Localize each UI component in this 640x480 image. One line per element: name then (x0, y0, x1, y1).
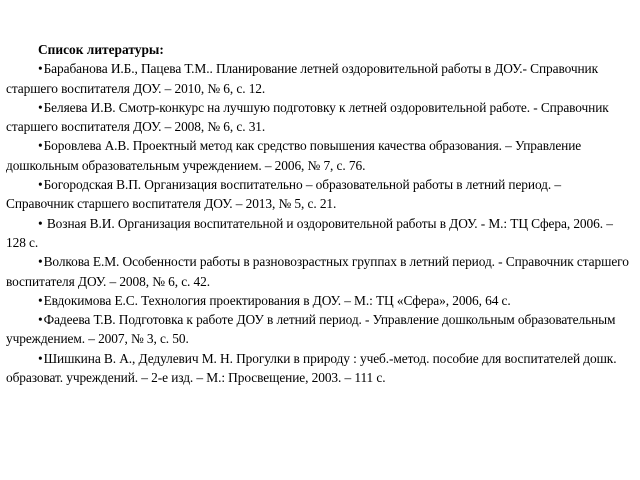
reference-text: Фадеева Т.В. Подготовка к работе ДОУ в летний период. - Управление дошкольным образовательным учреждением. – 2007, № 3, с. 50. (6, 312, 616, 347)
reference-text: Евдокимова Е.С. Технология проектирования в ДОУ. – М.: ТЦ «Сфера», 2006, 64 с. (43, 292, 511, 308)
bibliography-block (6, 40, 630, 387)
reference-text: Шишкина В. А., Дедулевич М. Н. Прогулки в природу : учеб.-метод. пособие для воспитателей дошк. образоват. учреждений. – 2-е изд. – М.: Просвещение, 2003. – 111 с. (6, 350, 617, 386)
reference-text: Барабанова И.Б., Пацева Т.М.. Планирование летней оздоровительной работы в ДОУ.- Справочник старшего воспитателя ДОУ. – 2010, № 6, с. 12. (6, 61, 599, 96)
list-item (6, 136, 630, 175)
reference-text: Возная В.И. Организация воспитательной и оздоровительной работы в ДОУ. - М.: ТЦ Сфера, 2006. – 128 с. (6, 215, 613, 250)
list-item (6, 349, 630, 388)
bullet-icon: • (38, 312, 43, 328)
page-title: Список литературы: (38, 42, 164, 57)
list-item (6, 252, 630, 291)
reference-text: Боровлева А.В. Проектный метод как средство повышения качества образования. – Управление дошкольным образовательным учреждением. – 2006, № 7, с. 76. (6, 138, 582, 173)
reference-text: Богородская В.П. Организация воспитательно – образовательной работы в летний период. – Справочник старшего воспитателя ДОУ. – 2013, № 5, с. 21. (6, 177, 561, 212)
list-item (6, 310, 630, 349)
list-item (6, 98, 630, 137)
bullet-icon: • (38, 292, 43, 308)
list-item (6, 175, 630, 214)
bullet-icon: • (38, 138, 43, 154)
reference-list (6, 59, 630, 387)
list-item (6, 59, 630, 98)
bullet-icon: • (38, 254, 43, 270)
list-item (6, 291, 630, 310)
reference-text: Беляева И.В. Смотр-конкурс на лучшую подготовку к летней оздоровительной работе. - Справочник старшего воспитателя ДОУ. – 2008, № 6, с. 31. (6, 99, 609, 135)
list-item (6, 214, 630, 253)
reference-text: Волкова Е.М. Особенности работы в разновозрастных группах в летний период. - Справочник старшего воспитателя ДОУ. – 2008, № 6, с. 42. (6, 254, 629, 289)
bullet-icon: • (38, 177, 43, 193)
bullet-icon: • (38, 61, 43, 77)
bullet-icon: • (38, 215, 43, 231)
bullet-icon: • (38, 99, 43, 115)
bullet-icon: • (38, 350, 43, 366)
